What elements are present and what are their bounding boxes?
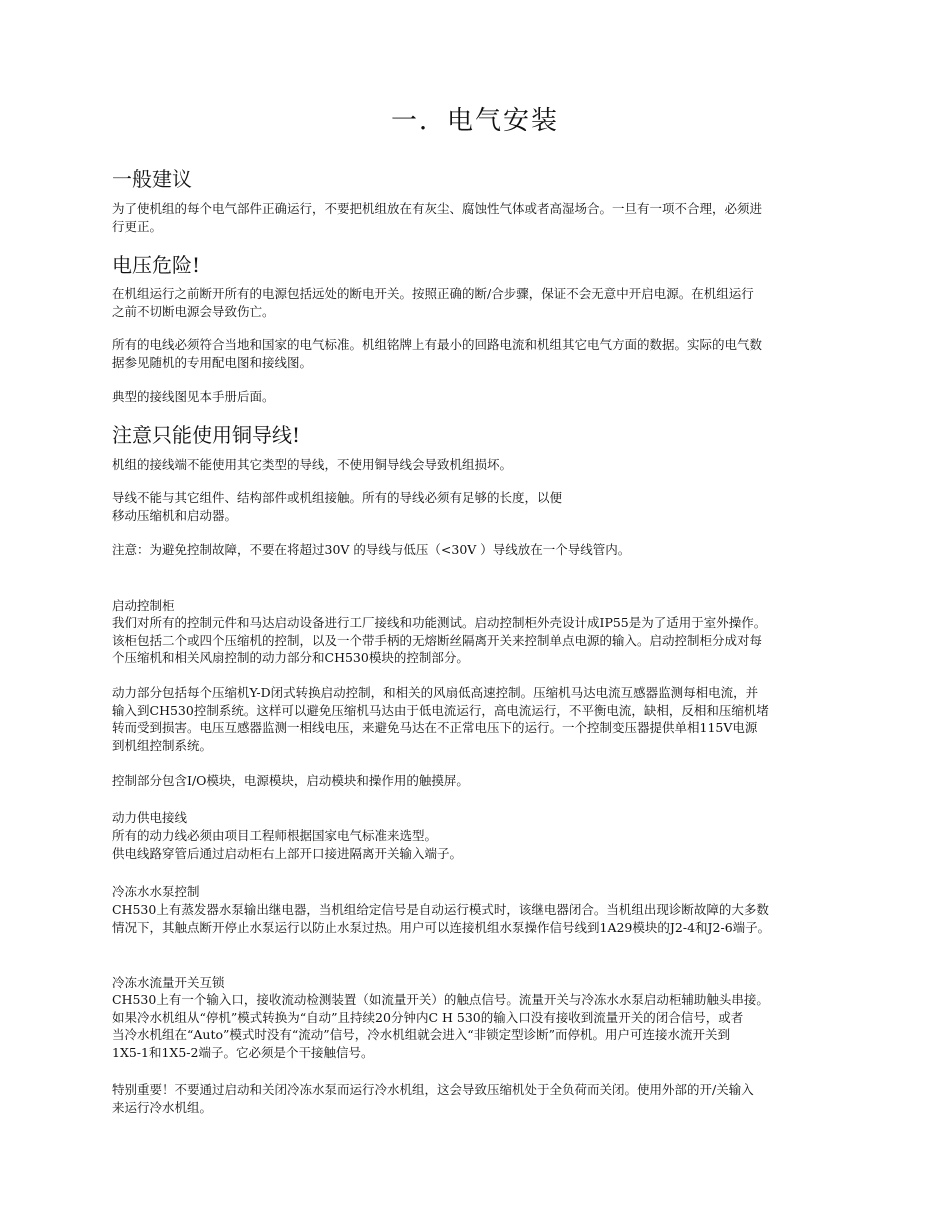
general-heading: 一般建议 (112, 167, 192, 191)
starter-paragraph-1: 我们对所有的控制元件和马达启动设备进行工厂接线和功能测试。启动控制柜外壳设计成IP55是为了适用于室外操作。 该柜包括二个或四个压缩机的控制，以及一个带手柄的无熔断丝隔离开关来控制单点电源的输入。启动控制柜分成对每 个压缩机和相关风扇控制的动力部分和CH530模块的控制部分。 (112, 615, 767, 665)
voltage-paragraph-3: 典型的接线图见本手册后面。 (112, 389, 275, 404)
starter-paragraph-3: 控制部分包含I/O模块，电源模块，启动模块和操作用的触摸屏。 (112, 773, 469, 788)
starter-paragraph-2: 动力部分包括每个压缩机Y-D闭式转换启动控制，和相关的风扇低高速控制。压缩机马达电流互感器监测每相电流，并 输入到CH530控制系统。这样可以避免压缩机马达由于低电流运行，高电流运行，不平衡电流，缺相，反相和压缩机堵 转而受到损害。电压互感器监测一相线电压，来避免马达在不正常电压下的运行。一个控制变压器提供单相115V电源 到机组控制系统。 (112, 685, 769, 753)
pump-text: CH530上有蒸发器水泵输出继电器，当机组给定信号是自动运行模式时，该继电器闭合。当机组出现诊断故障的大多数 情况下，其触点断开停止水泵运行以防止水泵过热。用户可以连接机组水泵操作信号线到1A29模块的J2-4和J2-6端子。 (112, 902, 771, 935)
flow-heading: 冷冻水流量开关互锁 (112, 975, 225, 990)
copper-paragraph-2: 导线不能与其它组件、结构部件或机组接触。所有的导线必须有足够的长度，以便 移动压缩机和启动器。 (112, 490, 563, 523)
flow-text: CH530上有一个输入口，接收流动检测装置（如流量开关）的触点信号。流量开关与冷冻水水泵启动柜辅助触头串接。 如果冷水机组从“停机”模式转换为“自动”且持续20分钟内C H 530的输入口没有接收到流量开关的闭合信号，或者 当冷水机组在“Auto”模式时没有“流动”信号，冷水机组就会进入“非锁定型诊断”而停机。用户可连接水流开关到 1X5-1和1X5-2端子。它必须是个干接触信号。 (112, 992, 769, 1060)
power-line-1: 所有的动力线必须由项目工程师根据国家电气标准来选型。 (112, 828, 438, 843)
copper-paragraph-1: 机组的接线端不能使用其它类型的导线，不使用铜导线会导致机组损坏。 (112, 457, 513, 472)
flow-important: 特别重要！不要通过启动和关闭冷冻水泵而运行冷水机组，这会导致压缩机处于全负荷而关闭。使用外部的开/关输入 来运行冷水机组。 (112, 1082, 754, 1115)
voltage-heading: 电压危险! (112, 253, 201, 277)
starter-heading: 启动控制柜 (112, 598, 175, 613)
general-text: 为了使机组的每个电气部件正确运行，不要把机组放在有灰尘、腐蚀性气体或者高湿场合。一旦有一项不合理，必须进 行更正。 (112, 201, 763, 234)
power-heading: 动力供电接线 (112, 810, 188, 825)
voltage-paragraph-1: 在机组运行之前断开所有的电源包括远处的断电开关。按照正确的断/合步骤，保证不会无意中开启电源。在机组运行 之前不切断电源会导致伤亡。 (112, 286, 754, 319)
voltage-paragraph-2: 所有的电线必须符合当地和国家的电气标准。机组铭牌上有最小的回路电流和机组其它电气方面的数据。实际的电气数 据参见随机的专用配电图和接线图。 (112, 337, 763, 370)
pump-heading: 冷冻水水泵控制 (112, 884, 200, 899)
page-title: 一．电气安装 (390, 106, 559, 136)
copper-note: 注意：为避免控制故障，不要在将超过30V 的导线与低压（<30V ）导线放在一个导线管内。 (112, 542, 631, 557)
copper-heading: 注意只能使用铜导线! (112, 423, 301, 447)
power-line-2: 供电线路穿管后通过启动柜右上部开口接进隔离开关输入端子。 (112, 846, 463, 861)
